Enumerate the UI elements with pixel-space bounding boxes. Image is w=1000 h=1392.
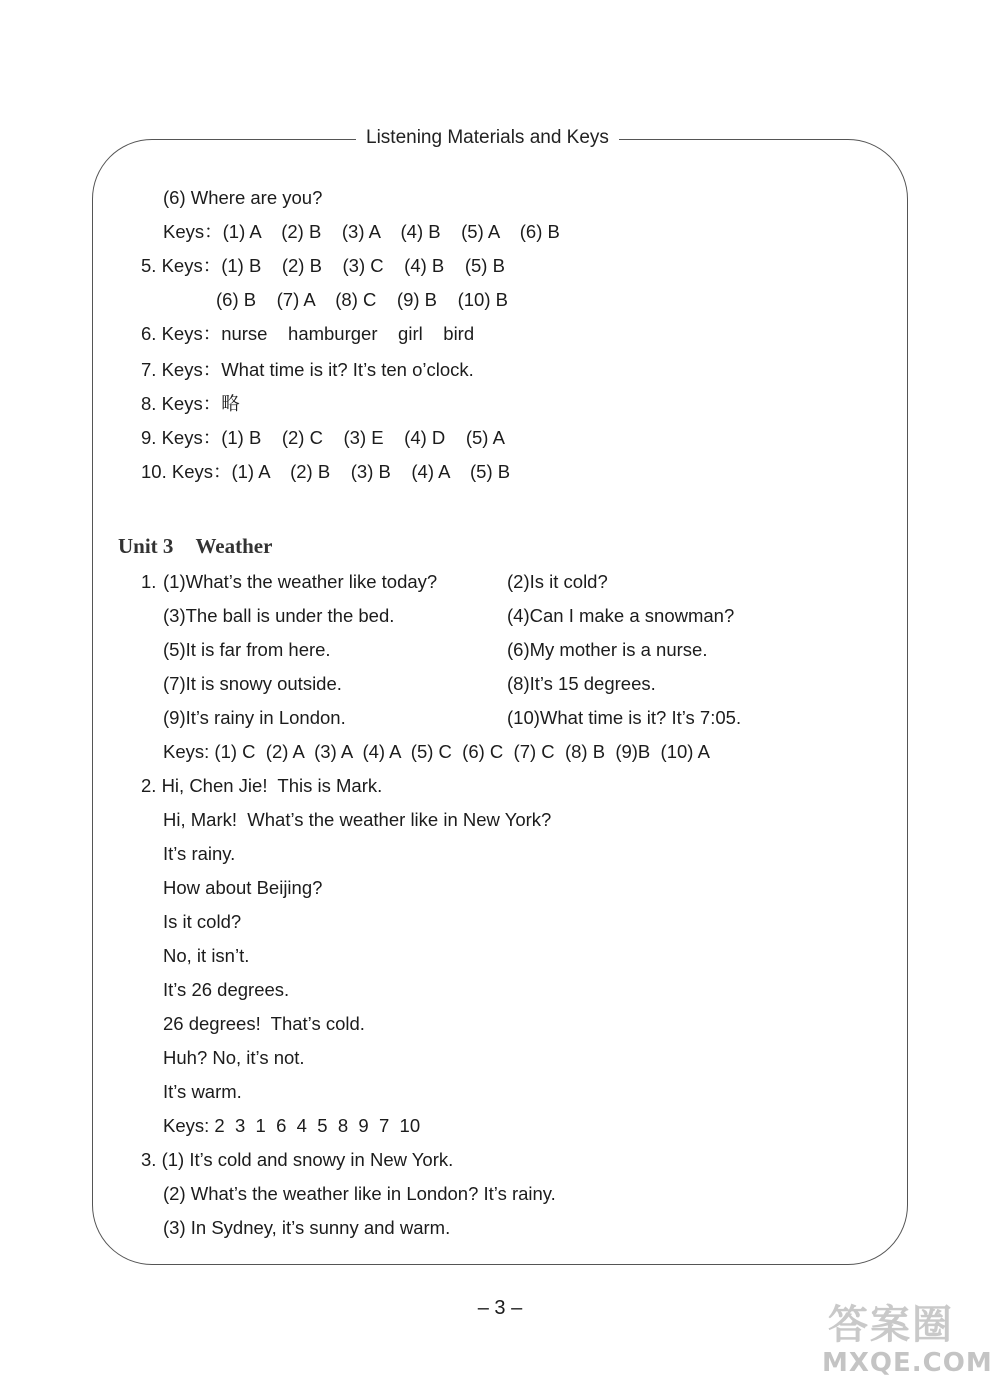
keys-line-5a: 5. Keys：(1) B (2) B (3) C (4) B (5) B xyxy=(141,255,505,276)
page-number: – 3 – xyxy=(477,1297,523,1319)
q1-label: 1. xyxy=(141,571,157,592)
q2-line-3: How about Beijing? xyxy=(163,877,323,898)
q3-line-3: (3) In Sydney, it’s sunny and warm. xyxy=(163,1217,451,1238)
keys-line-5b: (6) B (7) A (8) C (9) B (10) B xyxy=(216,289,508,310)
q3-line-2: (2) What’s the weather like in London? It’s rainy. xyxy=(163,1183,556,1204)
keys-line-10: 10. Keys：(1) A (2) B (3) B (4) A (5) B xyxy=(141,461,511,482)
keys-line-6: 6. Keys：nurse hamburger girl bird xyxy=(141,323,475,344)
q1-left-3: (5)It is far from here. xyxy=(163,639,331,660)
unit-name: Weather xyxy=(195,534,273,558)
q2-line-2: It’s rainy. xyxy=(163,843,236,864)
q1-right-2: (4)Can I make a snowman? xyxy=(507,605,735,626)
q2-line-4: Is it cold? xyxy=(163,911,242,932)
q2-line-7: 26 degrees! That’s cold. xyxy=(163,1013,365,1034)
header-title: Listening Materials and Keys xyxy=(356,124,619,152)
watermark-bottom-text: MXQE.COM xyxy=(822,1348,993,1378)
q1-left-4: (7)It is snowy outside. xyxy=(163,673,342,694)
q1-left-5: (9)It’s rainy in London. xyxy=(163,707,346,728)
q2-line-8: Huh? No, it’s not. xyxy=(163,1047,305,1068)
q1-right-4: (8)It’s 15 degrees. xyxy=(507,673,656,694)
q2-keys: Keys: 2 3 1 6 4 5 8 9 7 10 xyxy=(163,1115,421,1136)
keys-line-8: 8. Keys：略 xyxy=(141,393,240,414)
page-header xyxy=(0,124,1000,154)
q1-keys: Keys: (1) C (2) A (3) A (4) A (5) C (6) C (7) C (8) B (9)B (10) A xyxy=(163,741,710,762)
q1-right-1: (2)Is it cold? xyxy=(507,571,608,592)
unit-number: Unit 3 xyxy=(118,534,174,558)
q1-left-2: (3)The ball is under the bed. xyxy=(163,605,395,626)
q3-first-line: 3. (1) It’s cold and snowy in New York. xyxy=(141,1149,454,1170)
watermark-logo xyxy=(822,1302,992,1382)
watermark-top-text: 答案圈 xyxy=(828,1302,954,1348)
line-where-are-you: (6) Where are you? xyxy=(163,187,323,208)
q1-right-5: (10)What time is it? It’s 7:05. xyxy=(507,707,742,728)
q1-right-3: (6)My mother is a nurse. xyxy=(507,639,708,660)
unit-heading xyxy=(118,532,272,560)
q2-line-1: Hi, Mark! What’s the weather like in New York? xyxy=(163,809,552,830)
q2-line-5: No, it isn’t. xyxy=(163,945,250,966)
keys-line-7: 7. Keys：What time is it? It’s ten o’clock. xyxy=(141,359,474,380)
q2-line-6: It’s 26 degrees. xyxy=(163,979,290,1000)
q2-first-line: 2. Hi, Chen Jie! This is Mark. xyxy=(141,775,383,796)
keys-line-9: 9. Keys：(1) B (2) C (3) E (4) D (5) A xyxy=(141,427,505,448)
q1-left-1: (1)What’s the weather like today? xyxy=(163,571,438,592)
keys-line-4: Keys：(1) A (2) B (3) A (4) B (5) A (6) B xyxy=(163,221,560,242)
q2-line-9: It’s warm. xyxy=(163,1081,242,1102)
